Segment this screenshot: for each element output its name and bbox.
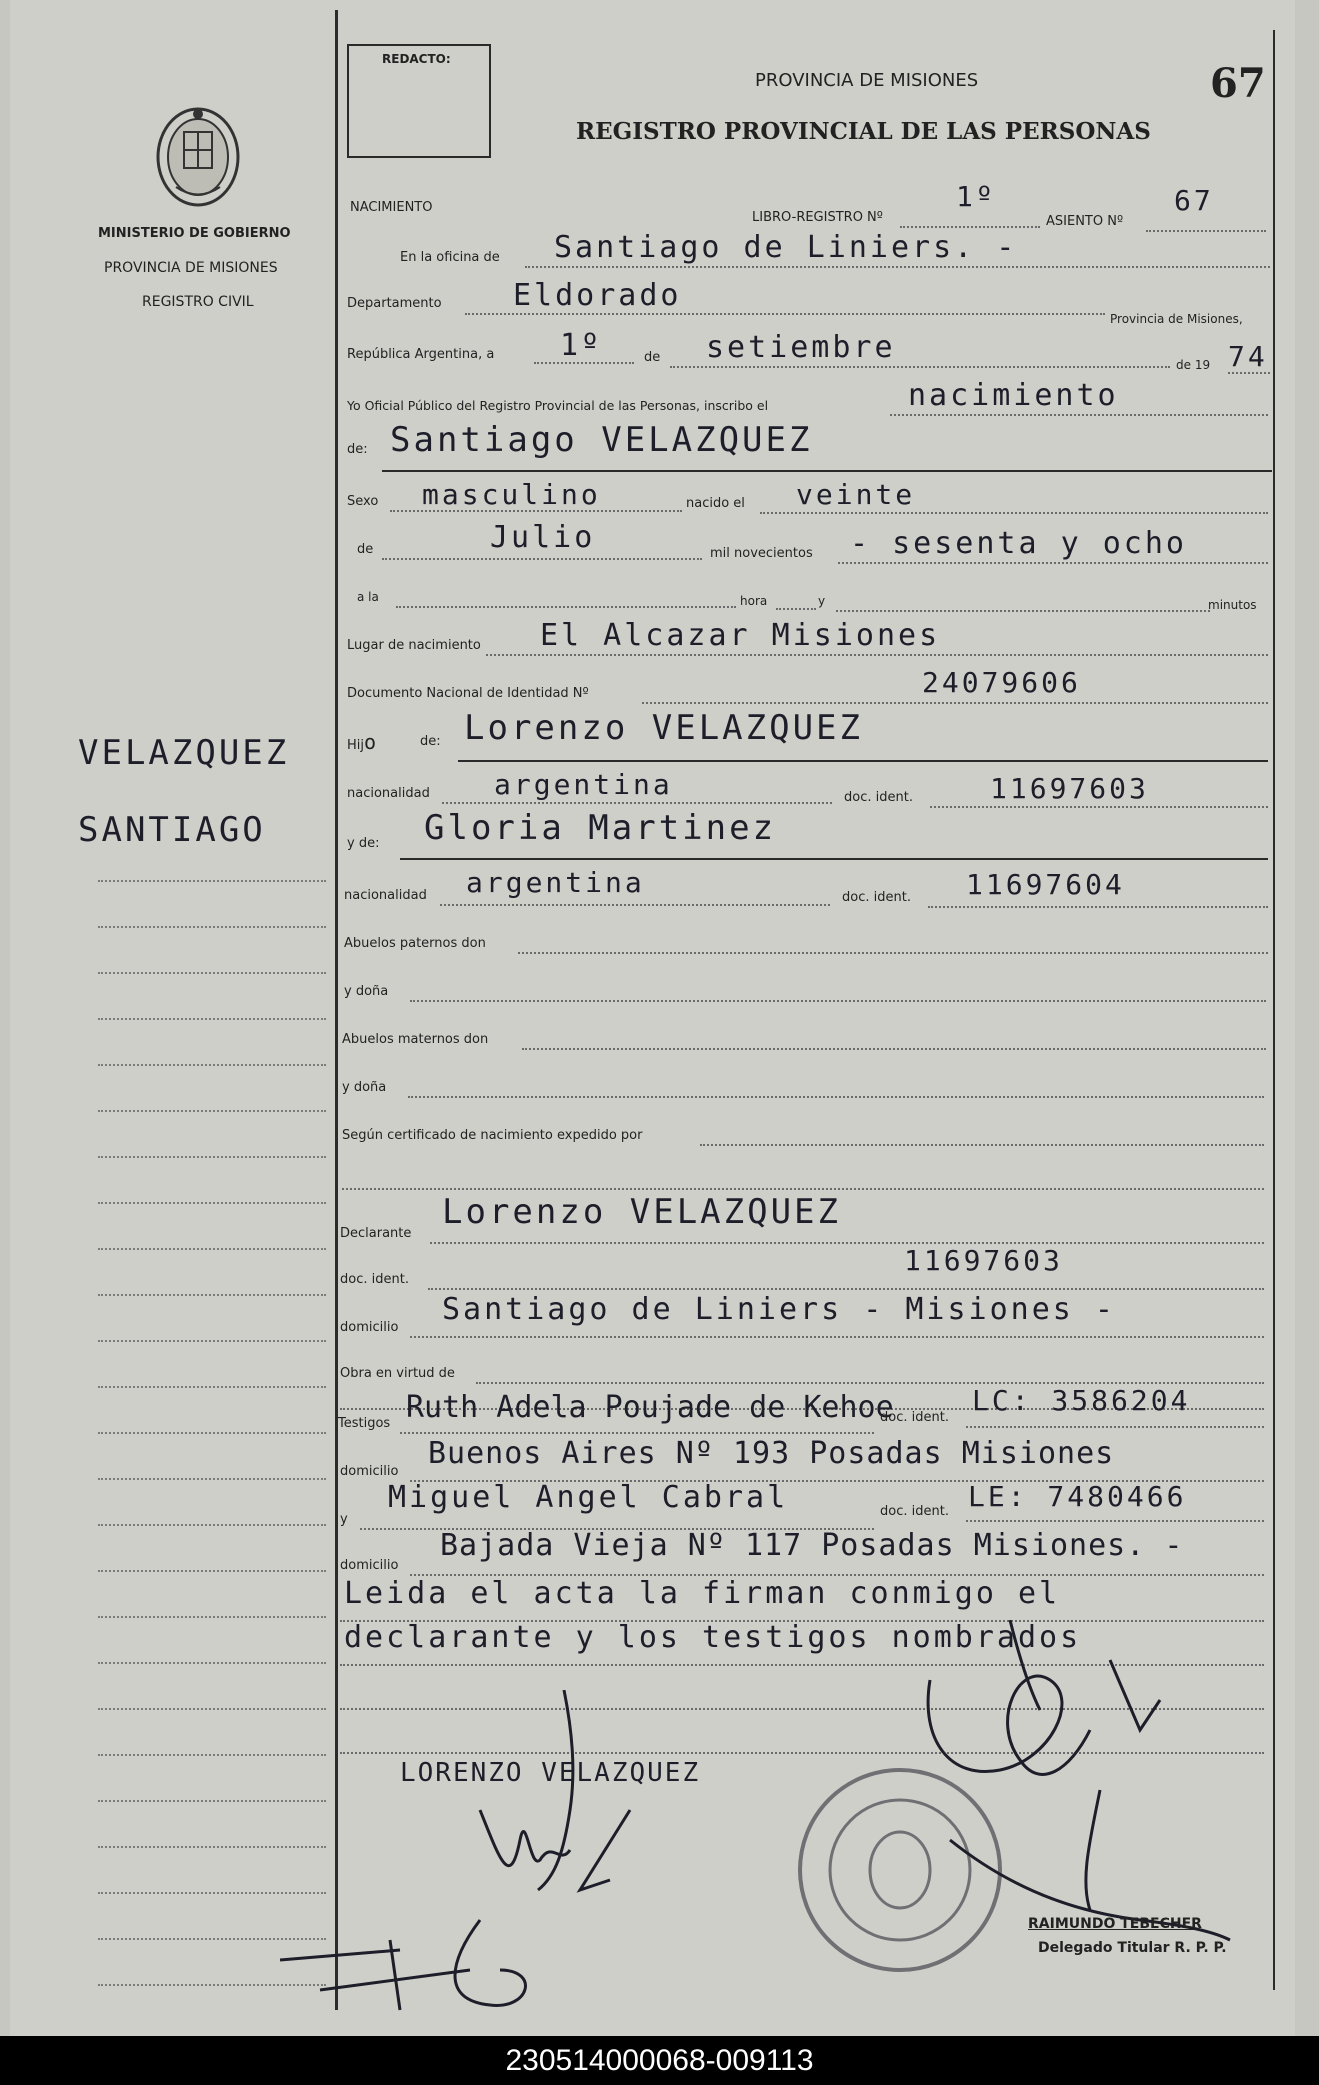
margin-ruled-line <box>98 1662 326 1664</box>
dni-value: 24079606 <box>922 666 1081 699</box>
form-sheet <box>10 0 1295 2036</box>
declarante-line <box>430 1242 1264 1244</box>
document-id: 230514000068-009113 <box>505 2044 814 2077</box>
doc-madre-value: 11697604 <box>966 868 1125 901</box>
abuelos-pat-line <box>518 952 1268 954</box>
de2-label: de: <box>347 442 368 457</box>
page-number: 67 <box>1210 60 1266 107</box>
oficina-label: En la oficina de <box>400 250 500 265</box>
hijo-label <box>347 730 376 754</box>
republica-label: República Argentina, a <box>347 347 495 362</box>
header-title: REGISTRO PROVINCIAL DE LAS PERSONAS <box>576 118 1151 145</box>
registry-label: REGISTRO CIVIL <box>142 294 254 310</box>
nombre-line <box>382 470 1272 472</box>
declarante-dom-value: Santiago de Liniers - Misiones - <box>442 1292 1116 1327</box>
doc-ident-label-3: doc. ident. <box>880 1410 949 1425</box>
margin-ruled-line <box>98 1018 326 1020</box>
dni-line <box>642 702 1268 704</box>
document-id-bar <box>0 2036 1319 2085</box>
margin-signature <box>280 1900 560 2020</box>
dni-label: Documento Nacional de Identidad Nº <box>347 686 589 701</box>
province-label: PROVINCIA DE MISIONES <box>104 260 278 276</box>
libro-label: LIBRO-REGISTRO Nº <box>752 210 883 225</box>
testigo1-line <box>400 1432 874 1434</box>
abuelos-mat-line <box>522 1048 1266 1050</box>
acto-value: nacimiento <box>908 378 1119 413</box>
asiento-label: ASIENTO Nº <box>1046 214 1124 229</box>
hijo-text: Hij <box>347 738 364 753</box>
margin-ruled-line <box>98 1294 326 1296</box>
hijo-suffix: o <box>364 730 377 754</box>
oficina-line <box>525 266 1270 268</box>
nacionalidad-label-1: nacionalidad <box>347 786 430 801</box>
yo-oficial-label: Yo Oficial Público del Registro Provincial de las Personas, inscribo el <box>347 398 769 413</box>
declarante-signature <box>460 1690 660 1900</box>
ydona-line-1 <box>410 1000 1266 1002</box>
dia-value: 1º <box>560 328 603 363</box>
acto-line <box>890 414 1268 416</box>
ydona-label-2: y doña <box>342 1080 387 1095</box>
anio-value: 74 <box>1228 340 1268 373</box>
declarante-value: Lorenzo VELAZQUEZ <box>442 1192 841 1232</box>
sexo-value: masculino <box>422 478 601 511</box>
margin-ruled-line <box>98 1570 326 1572</box>
ydona-label-1: y doña <box>344 984 389 999</box>
margin-ruled-line <box>98 1432 326 1434</box>
margin-rule-left <box>335 10 338 2010</box>
margin-ruled-line <box>98 1110 326 1112</box>
y-label: y <box>818 594 826 608</box>
lugar-label: Lugar de nacimiento <box>347 638 481 653</box>
margin-rule-right <box>1273 30 1275 1990</box>
minutos-line <box>836 610 1210 612</box>
hora-line <box>396 606 736 608</box>
margin-ruled-line <box>98 880 326 882</box>
lugar-value: El Alcazar Misiones <box>540 618 941 653</box>
nac-madre-value: argentina <box>466 866 645 899</box>
departamento-value: Eldorado <box>513 278 682 313</box>
nac-padre-value: argentina <box>494 768 673 801</box>
doc-ident-label-2: doc. ident. <box>842 890 911 905</box>
margin-ruled-line <box>98 1800 326 1802</box>
anio-nac-value: - sesenta y ocho <box>850 526 1187 561</box>
asiento-value: 67 <box>1174 184 1214 217</box>
nacionalidad-label-2: nacionalidad <box>344 888 427 903</box>
doc-madre-line <box>928 906 1268 908</box>
margin-ruled-line <box>98 1708 326 1710</box>
doc-ident-label-1: doc. ident. <box>844 790 913 805</box>
margin-ruled-line <box>98 926 326 928</box>
nacido-value: veinte <box>796 478 916 511</box>
minutos-label: minutos <box>1208 598 1257 612</box>
testigo1-doc-line <box>966 1426 1264 1428</box>
provincia-suffix: Provincia de Misiones, <box>1110 312 1243 326</box>
doc-ident-label-4: doc. ident. <box>880 1504 949 1519</box>
mes-value: setiembre <box>706 330 896 365</box>
margin-ruled-line <box>98 1156 326 1158</box>
margin-ruled-line <box>98 972 326 974</box>
leida-line-1-text: Leida el acta la firman conmigo el <box>344 1576 1061 1611</box>
libro-value: 1º <box>956 180 996 213</box>
coat-of-arms-icon <box>148 102 248 212</box>
margin-ruled-line <box>98 1524 326 1526</box>
declarante-label: Declarante <box>340 1226 412 1241</box>
abuelos-pat-label: Abuelos paternos don <box>344 936 486 951</box>
ala-label: a la <box>357 590 379 604</box>
abuelos-mat-label: Abuelos maternos don <box>342 1032 489 1047</box>
de3-label: de <box>357 542 374 557</box>
de4-label: de: <box>420 734 441 749</box>
redacto-label: REDACTO: <box>382 52 451 66</box>
sexo-label: Sexo <box>347 494 379 509</box>
doc-ident2-label: doc. ident. <box>340 1272 409 1287</box>
nacimiento-label: NACIMIENTO <box>350 200 433 215</box>
asiento-line <box>1146 230 1266 232</box>
segun-line <box>700 1144 1264 1146</box>
margin-ruled-line <box>98 1064 326 1066</box>
mes-line <box>670 366 1170 368</box>
anio-nac-line <box>838 562 1268 564</box>
nac-padre-line <box>442 802 832 804</box>
margin-ruled-line <box>98 1846 326 1848</box>
hora-line-2 <box>776 608 816 610</box>
margin-note-surname: VELAZQUEZ <box>78 733 290 773</box>
margin-ruled-line <box>98 1202 326 1204</box>
obra-label: Obra en virtud de <box>340 1366 455 1381</box>
margin-ruled-line <box>98 1478 326 1480</box>
official-title: Delegado Titular R. P. P. <box>1038 1940 1227 1956</box>
libro-line <box>900 226 1040 228</box>
madre-line <box>400 858 1268 860</box>
redacto-box <box>347 44 491 158</box>
segun-line-2 <box>342 1188 1264 1190</box>
nacido-line <box>760 512 1268 514</box>
yde-label: y de: <box>347 836 380 851</box>
ydona-line-2 <box>408 1096 1264 1098</box>
de-label: de <box>644 350 661 365</box>
ministry-label: MINISTERIO DE GOBIERNO <box>98 226 291 241</box>
departamento-label: Departamento <box>347 296 442 311</box>
margin-ruled-line <box>98 1248 326 1250</box>
official-name: RAIMUNDO TEBECHER <box>1028 1916 1202 1932</box>
testigo2-value: Miguel Angel Cabral <box>388 1480 789 1515</box>
margin-note-name: SANTIAGO <box>78 810 266 850</box>
padre-value: Lorenzo VELAZQUEZ <box>464 708 863 748</box>
nombre-value: Santiago VELAZQUEZ <box>390 420 813 460</box>
mil-label: mil novecientos <box>710 546 813 561</box>
declarante-dom-line <box>410 1336 1264 1338</box>
departamento-line <box>465 313 1105 315</box>
padre-line <box>458 760 1268 762</box>
margin-ruled-line <box>98 1386 326 1388</box>
segun-label: Según certificado de nacimiento expedido por <box>342 1128 643 1143</box>
testigo1-value: Ruth Adela Poujade de Kehoe <box>406 1390 894 1425</box>
testigos-label: Testigos <box>338 1416 391 1431</box>
lorenzo-signature-text: LORENZO VELAZQUEZ <box>400 1758 701 1788</box>
declarante-doc-line <box>428 1288 1264 1290</box>
lugar-line <box>486 654 1268 656</box>
y2-label: y <box>340 1512 348 1527</box>
testigo2-dom-value: Bajada Vieja Nº 117 Posadas Misiones. - <box>440 1528 1184 1563</box>
testigo1-dom-value: Buenos Aires Nº 193 Posadas Misiones <box>428 1436 1115 1471</box>
margin-ruled-line <box>98 1754 326 1756</box>
declarante-doc-value: 11697603 <box>904 1244 1063 1277</box>
testigo2-doc-value: LE: 7480466 <box>968 1480 1187 1513</box>
leida-line-2-text: declarante y los testigos nombrados <box>344 1620 1082 1655</box>
nac-madre-line <box>440 904 830 906</box>
hora-label: hora <box>740 594 768 608</box>
madre-value: Gloria Martinez <box>424 808 777 848</box>
nacido-label: nacido el <box>686 496 745 511</box>
domicilio-label-1: domicilio <box>340 1320 399 1335</box>
margin-ruled-line <box>98 1616 326 1618</box>
doc-padre-line <box>930 806 1268 808</box>
margin-ruled-line <box>98 1340 326 1342</box>
testigo1-doc-value: LC: 3586204 <box>972 1384 1191 1417</box>
header-province: PROVINCIA DE MISIONES <box>755 70 979 91</box>
oficina-value: Santiago de Liniers. - <box>554 230 1018 265</box>
domicilio-label-3: domicilio <box>340 1558 399 1573</box>
margin-ruled-line <box>98 1892 326 1894</box>
domicilio-label-2: domicilio <box>340 1464 399 1479</box>
anio-prefix: de 19 <box>1176 358 1211 372</box>
mes-nac-line <box>382 558 702 560</box>
mes-nac-value: Julio <box>490 520 596 555</box>
doc-padre-value: 11697603 <box>990 772 1149 805</box>
testigo2-doc-line <box>966 1520 1264 1522</box>
